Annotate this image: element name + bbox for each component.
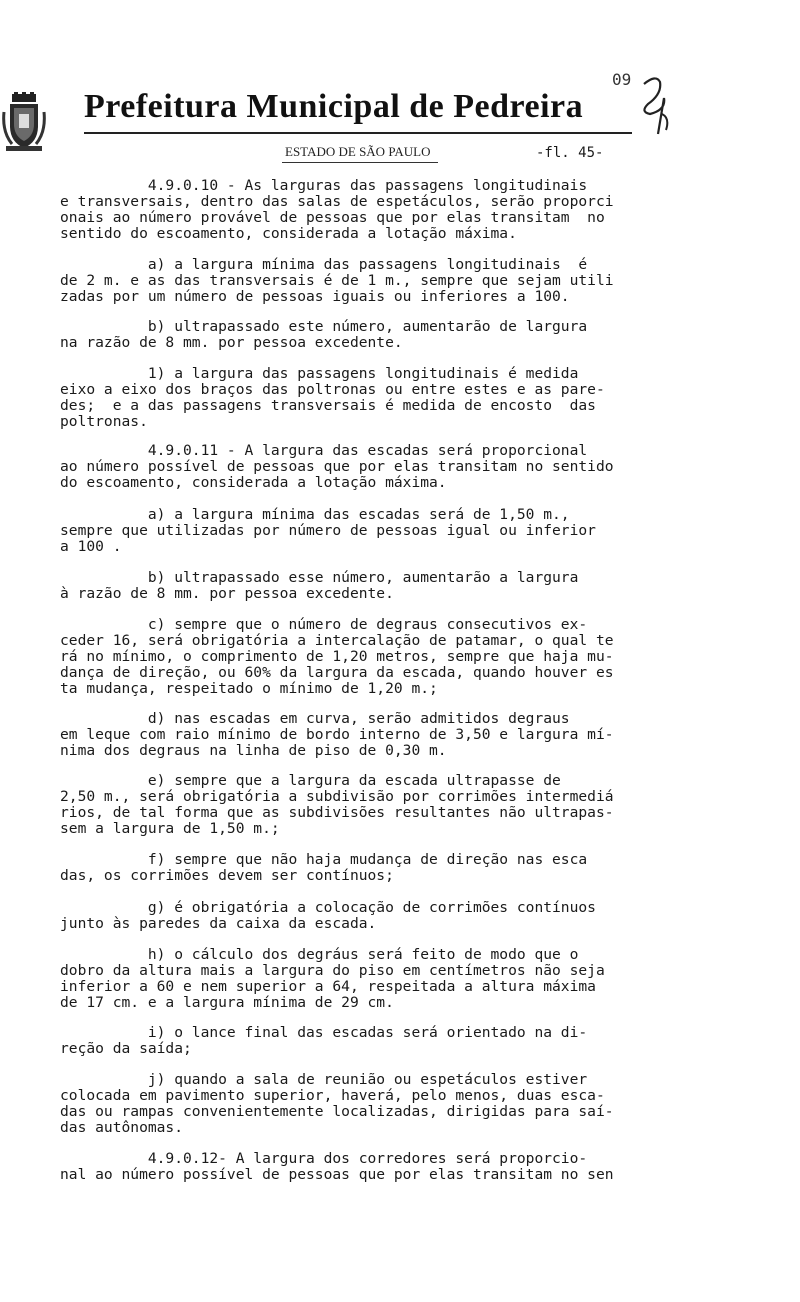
page-title: Prefeitura Municipal de Pedreira <box>84 88 584 125</box>
paragraph-4-9-0-10: 4.9.0.10 - As larguras das passagens longitudinais e transversais, dentro das salas de espetáculos, serão proporci onais ao número provável de pessoas que por elas transitam no sentido do escoamento, considerada a lotação máxima. <box>60 177 614 242</box>
folio-label: -fl. 45- <box>536 145 604 161</box>
paragraph-stairs-c: c) sempre que o número de degraus consecutivos ex- ceder 16, será obrigatória a intercalação de patamar, o qual te rá no mínimo, o comprimento de 1,20 metros, sempre que haja mu- dança de direção, ou 60% da largura da escada, quando houver es ta mudança, respeitado o mínimo de 1,20 m.; <box>60 616 614 697</box>
coat-of-arms-icon <box>2 92 46 152</box>
state-label: ESTADO DE SÃO PAULO <box>285 144 431 159</box>
paragraph-a: a) a largura mínima das passagens longitudinais é de 2 m. e as das transversais é de 1 m., sempre que sejam utili zadas por um número de pessoas iguais ou inferiores a 100. <box>60 256 614 305</box>
paragraph-4-9-0-12: 4.9.0.12- A largura dos corredores será proporcio- nal ao número possível de pessoas que por elas transitam no sen <box>60 1150 614 1183</box>
paragraph-stairs-b: b) ultrapassado esse número, aumentarão a largura à razão de 8 mm. por pessoa excedente. <box>60 569 579 602</box>
header-rule <box>84 132 632 134</box>
signature-mark <box>636 74 676 136</box>
paragraph-4-9-0-11: 4.9.0.11 - A largura das escadas será proporcional ao número possível de pessoas que por elas transitam no sentido do escoamento, considerada a lotação máxima. <box>60 442 614 491</box>
paragraph-b: b) ultrapassado este número, aumentarão de largura na razão de 8 mm. por pessoa excedente. <box>60 318 588 351</box>
paragraph-stairs-d: d) nas escadas em curva, serão admitidos degraus em leque com raio mínimo de bordo interno de 3,50 e largura mí- nima dos degraus na linha de piso de 0,30 m. <box>60 710 614 759</box>
paragraph-stairs-e: e) sempre que a largura da escada ultrapasse de 2,50 m., será obrigatória a subdivisão por corrimões intermediá rios, de tal forma que as subdivisões resultantes não ultrapas- sem a largura de 1,50 m.; <box>60 772 614 837</box>
state-underline <box>282 162 438 163</box>
paragraph-stairs-g: g) é obrigatória a colocação de corrimões contínuos junto às paredes da caixa da escada. <box>60 899 596 932</box>
paragraph-stairs-h: h) o cálculo dos degráus será feito de modo que o dobro da altura mais a largura do piso em centímetros não seja inferior a 60 e nem superior a 64, respeitada a altura máxima de 17 cm. e a largura mínima de 29 cm. <box>60 946 605 1011</box>
paragraph-stairs-a: a) a largura mínima das escadas será de 1,50 m., sempre que utilizadas por número de pessoas igual ou inferior a 100 . <box>60 506 596 555</box>
paragraph-stairs-i: i) o lance final das escadas será orientado na di- reção da saída; <box>60 1024 588 1057</box>
paragraph-1: 1) a largura das passagens longitudinais é medida eixo a eixo dos braços das poltronas ou entre estes e as pare- des; e a das passagens transversais é medida de encosto das poltronas. <box>60 365 605 430</box>
paragraph-stairs-j: j) quando a sala de reunião ou espetáculos estiver colocada em pavimento superior, haverá, pelo menos, duas esca- das ou rampas convenientemente localizadas, dirigidas para saí- das autônomas. <box>60 1071 614 1136</box>
paragraph-stairs-f: f) sempre que não haja mudança de direção nas esca das, os corrimões devem ser contínuos; <box>60 851 588 884</box>
page-number: 09 <box>612 70 632 89</box>
